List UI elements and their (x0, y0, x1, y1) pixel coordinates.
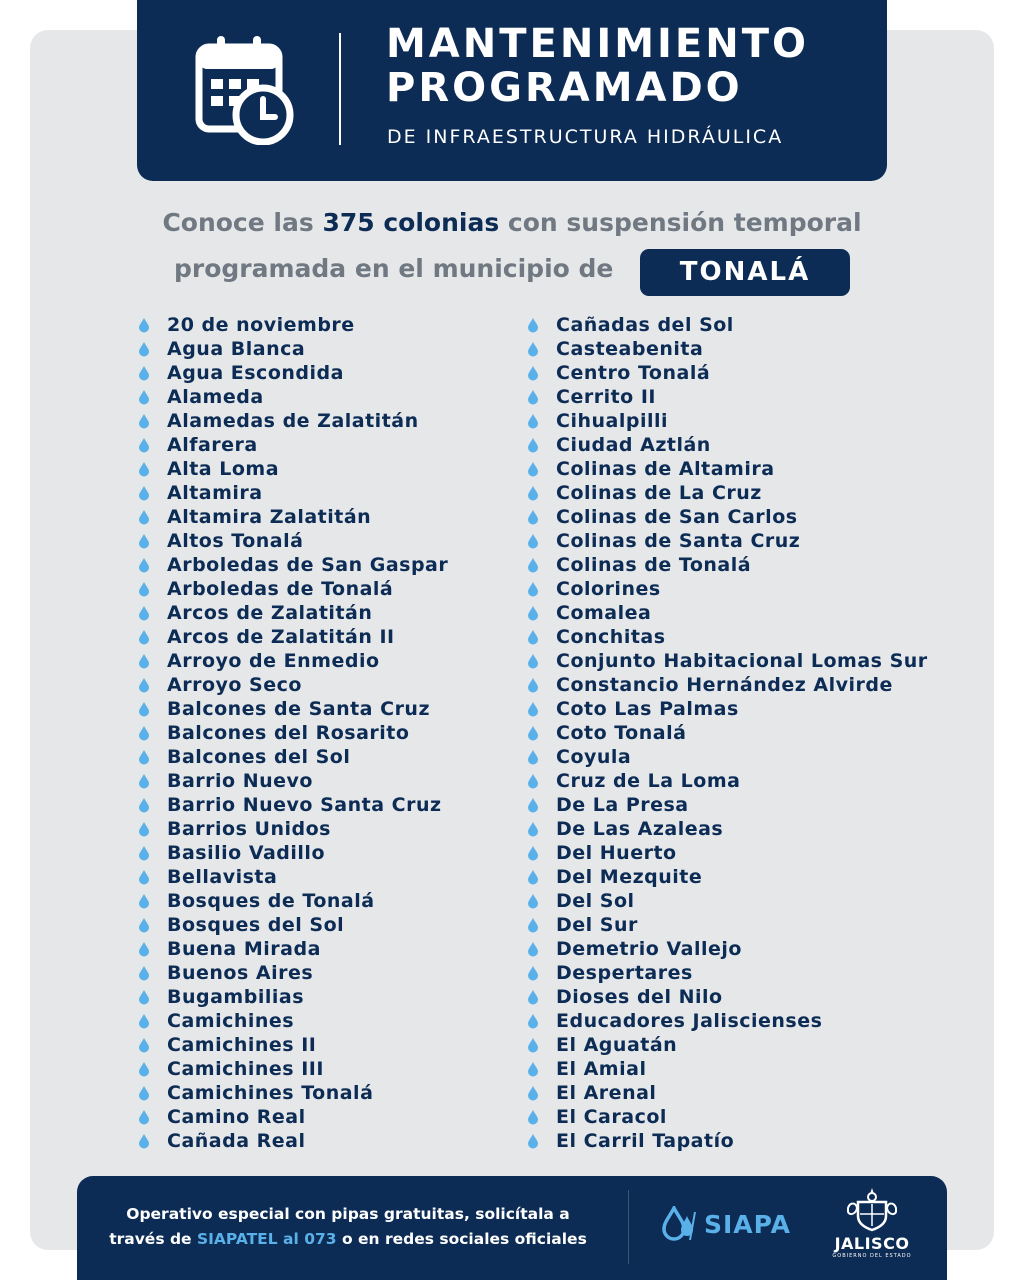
colonia-name: Arcos de Zalatitán (167, 602, 373, 624)
water-drop-icon (137, 845, 151, 861)
colonia-item (137, 673, 448, 697)
water-drop-icon (526, 365, 540, 381)
water-drop-icon (526, 629, 540, 645)
colonia-name: Colinas de Santa Cruz (556, 530, 801, 552)
colonia-name: Arroyo de Enmedio (167, 650, 380, 672)
siapa-wordmark: SIAPA (704, 1209, 792, 1239)
water-drop-icon (137, 1085, 151, 1101)
colonia-item (526, 361, 928, 385)
colonia-name: Del Mezquite (556, 866, 703, 888)
jalisco-shield-icon (844, 1186, 900, 1232)
jalisco-wordmark: JALISCO (834, 1234, 910, 1253)
water-drop-icon (137, 917, 151, 933)
colonia-item (137, 1105, 448, 1129)
header-title-line1: MANTENIMIENTO (386, 21, 809, 67)
header-divider (339, 33, 341, 145)
colonia-item (526, 1105, 928, 1129)
colonia-name: Barrios Unidos (167, 818, 331, 840)
siapatel-highlight: SIAPATEL al 073 (196, 1230, 337, 1248)
water-drop-icon (526, 437, 540, 453)
colonia-name: Colinas de Altamira (556, 458, 775, 480)
colonia-name: Conchitas (556, 626, 666, 648)
water-drop-icon (526, 485, 540, 501)
colonia-name: El Carril Tapatío (556, 1130, 735, 1152)
colonia-name: Bellavista (167, 866, 278, 888)
colonia-name: Coyula (556, 746, 632, 768)
colonia-item (526, 745, 928, 769)
colonia-item (526, 601, 928, 625)
water-drop-icon (526, 677, 540, 693)
water-drop-icon (526, 893, 540, 909)
colonia-name: Educadores Jaliscienses (556, 1010, 823, 1032)
colonia-item (137, 769, 448, 793)
water-drop-icon (137, 701, 151, 717)
colonia-name: Casteabenita (556, 338, 704, 360)
water-drop-icon (137, 1133, 151, 1149)
colonia-name: Cerrito II (556, 386, 656, 408)
footer-text (98, 1202, 598, 1252)
colonia-name: Buena Mirada (167, 938, 321, 960)
colonia-item (526, 841, 928, 865)
intro-line2: programada en el municipio de (174, 254, 614, 283)
colonia-item (137, 1129, 448, 1153)
colonia-name: Basilio Vadillo (167, 842, 325, 864)
colonia-name: Conjunto Habitacional Lomas Sur (556, 650, 928, 672)
colonia-name: Agua Escondida (167, 362, 344, 384)
water-drop-icon (526, 773, 540, 789)
water-drop-icon (526, 389, 540, 405)
colonia-name: Altamira (167, 482, 263, 504)
water-drop-icon (526, 533, 540, 549)
colonia-item (137, 817, 448, 841)
water-drop-icon (526, 605, 540, 621)
water-drop-icon (137, 557, 151, 573)
water-drop-icon (526, 965, 540, 981)
colonia-name: Barrio Nuevo Santa Cruz (167, 794, 442, 816)
colonia-name: Despertares (556, 962, 693, 984)
colonia-item (137, 553, 448, 577)
colonia-name: Camichines III (167, 1058, 324, 1080)
colonia-name: Bugambilias (167, 986, 304, 1008)
intro-highlight: 375 colonias (322, 208, 500, 237)
colonia-item (137, 409, 448, 433)
colonia-name: Colinas de Tonalá (556, 554, 752, 576)
water-drop-icon (137, 605, 151, 621)
water-drop-icon (526, 413, 540, 429)
colonia-item (137, 625, 448, 649)
water-drop-icon (137, 485, 151, 501)
water-drop-icon (526, 461, 540, 477)
colonia-item (526, 985, 928, 1009)
colonia-item (526, 337, 928, 361)
colonia-name: Dioses del Nilo (556, 986, 723, 1008)
water-drop-icon (137, 797, 151, 813)
colonia-item (137, 721, 448, 745)
colonia-name: Arcos de Zalatitán II (167, 626, 395, 648)
footer-line2 (98, 1227, 598, 1252)
water-drop-icon (526, 1013, 540, 1029)
colonia-item (137, 505, 448, 529)
colonia-item (137, 481, 448, 505)
water-drop-icon (137, 413, 151, 429)
colonia-name: Balcones de Santa Cruz (167, 698, 431, 720)
colonia-item (137, 913, 448, 937)
water-drop-icon (526, 701, 540, 717)
water-drop-icon (526, 1061, 540, 1077)
colonia-name: Arroyo Seco (167, 674, 302, 696)
colonia-item (526, 505, 928, 529)
water-drop-icon (137, 821, 151, 837)
colonia-item (526, 625, 928, 649)
colonia-item (526, 769, 928, 793)
colonia-name: Buenos Aires (167, 962, 314, 984)
header-title-line2: PROGRAMADO (386, 65, 743, 111)
water-drop-icon (137, 533, 151, 549)
water-drop-icon (137, 317, 151, 333)
colonia-name: El Caracol (556, 1106, 667, 1128)
water-drop-icon (526, 821, 540, 837)
water-drop-icon (526, 509, 540, 525)
water-drop-icon (526, 749, 540, 765)
intro-line1 (0, 208, 1024, 237)
colonia-name: Barrio Nuevo (167, 770, 313, 792)
colonia-name: Cañada Real (167, 1130, 306, 1152)
colonia-name: Cañadas del Sol (556, 314, 734, 336)
colonia-item (137, 1057, 448, 1081)
colonia-name: Cihualpilli (556, 410, 668, 432)
footer-divider (628, 1190, 629, 1264)
colonias-list-right (526, 313, 928, 1153)
colonia-item (137, 937, 448, 961)
colonia-item (137, 1033, 448, 1057)
water-drop-icon (526, 725, 540, 741)
colonia-name: Balcones del Rosarito (167, 722, 410, 744)
colonia-name: De La Presa (556, 794, 689, 816)
colonia-item (137, 1009, 448, 1033)
colonia-item (137, 433, 448, 457)
siapa-logo (660, 1206, 791, 1242)
water-drop-icon (137, 509, 151, 525)
water-drop-icon (137, 1109, 151, 1125)
water-drop-icon (137, 893, 151, 909)
colonia-name: Altamira Zalatitán (167, 506, 372, 528)
colonia-item (526, 865, 928, 889)
colonia-name: Alta Loma (167, 458, 280, 480)
colonia-item (526, 553, 928, 577)
water-drop-icon (526, 1037, 540, 1053)
water-drop-icon (137, 581, 151, 597)
colonia-name: El Aguatán (556, 1034, 678, 1056)
colonia-item (137, 793, 448, 817)
water-drop-icon (526, 341, 540, 357)
colonia-name: Altos Tonalá (167, 530, 304, 552)
colonia-item (137, 865, 448, 889)
colonias-list-left (137, 313, 448, 1153)
water-drop-icon (137, 749, 151, 765)
colonia-name: Colinas de San Carlos (556, 506, 798, 528)
colonia-item (526, 649, 928, 673)
colonia-name: Camichines II (167, 1034, 317, 1056)
colonia-item (526, 529, 928, 553)
footer-line2-suffix: o en redes sociales oficiales (341, 1230, 587, 1248)
water-drop-icon (137, 653, 151, 669)
colonia-item (137, 313, 448, 337)
water-drop-icon (137, 341, 151, 357)
colonia-name: Colinas de La Cruz (556, 482, 762, 504)
water-drop-icon (526, 989, 540, 1005)
colonia-name: Alfarera (167, 434, 258, 456)
water-drop-icon (137, 869, 151, 885)
colonia-item (526, 409, 928, 433)
colonia-name: Del Huerto (556, 842, 677, 864)
water-drop-icon (137, 989, 151, 1005)
water-drop-icon (526, 845, 540, 861)
water-drop-icon (526, 653, 540, 669)
colonia-item (137, 457, 448, 481)
colonia-item (137, 697, 448, 721)
jalisco-logo (826, 1186, 918, 1259)
water-drop-icon (137, 461, 151, 477)
water-drop-icon (137, 437, 151, 453)
water-drop-icon (526, 317, 540, 333)
colonia-item (526, 1057, 928, 1081)
colonia-name: Bosques de Tonalá (167, 890, 375, 912)
water-drop-icon (137, 1037, 151, 1053)
colonia-item (526, 961, 928, 985)
water-drop-icon (137, 941, 151, 957)
colonia-name: Balcones del Sol (167, 746, 351, 768)
colonia-name: Camichines (167, 1010, 295, 1032)
water-drop-icon (526, 941, 540, 957)
water-drop-icon (137, 389, 151, 405)
colonia-name: Comalea (556, 602, 652, 624)
intro-prefix: Conoce las (162, 208, 314, 237)
colonia-item (137, 361, 448, 385)
colonia-item (526, 721, 928, 745)
footer-line1: Operativo especial con pipas gratuitas, solicítala a (126, 1205, 570, 1223)
header-subtitle: DE INFRAESTRUCTURA HIDRÁULICA (387, 126, 784, 148)
colonia-item (137, 601, 448, 625)
colonia-item (526, 913, 928, 937)
water-drop-icon (137, 1013, 151, 1029)
colonia-name: De Las Azaleas (556, 818, 724, 840)
water-drop-icon (526, 797, 540, 813)
colonia-item (526, 385, 928, 409)
colonia-name: Coto Las Palmas (556, 698, 739, 720)
colonia-item (137, 337, 448, 361)
header-title (386, 22, 809, 110)
colonia-item (526, 697, 928, 721)
footer-line2-prefix: través de (109, 1230, 192, 1248)
colonia-name: Bosques del Sol (167, 914, 345, 936)
colonia-item (137, 649, 448, 673)
siapa-drops-icon (660, 1206, 698, 1242)
colonia-name: Colorines (556, 578, 661, 600)
colonia-name: Camichines Tonalá (167, 1082, 374, 1104)
colonia-item (137, 745, 448, 769)
colonia-item (526, 577, 928, 601)
colonia-item (526, 937, 928, 961)
colonia-item (526, 1009, 928, 1033)
colonia-name: Alamedas de Zalatitán (167, 410, 419, 432)
intro-suffix: con suspensión temporal (507, 208, 862, 237)
water-drop-icon (137, 1061, 151, 1077)
water-drop-icon (526, 917, 540, 933)
colonia-item (137, 985, 448, 1009)
colonia-item (137, 1081, 448, 1105)
colonia-name: Arboledas de San Gaspar (167, 554, 449, 576)
colonia-name: Centro Tonalá (556, 362, 711, 384)
colonia-name: Del Sur (556, 914, 638, 936)
water-drop-icon (137, 773, 151, 789)
colonia-name: Del Sol (556, 890, 635, 912)
colonia-name: Ciudad Aztlán (556, 434, 711, 456)
colonia-name: Demetrio Vallejo (556, 938, 742, 960)
colonia-item (137, 889, 448, 913)
colonia-item (137, 577, 448, 601)
colonia-name: Arboledas de Tonalá (167, 578, 394, 600)
colonia-item (137, 385, 448, 409)
colonia-item (526, 1081, 928, 1105)
water-drop-icon (526, 1109, 540, 1125)
colonia-item (137, 841, 448, 865)
colonia-item (526, 481, 928, 505)
municipality-badge: TONALÁ (640, 249, 850, 296)
colonia-name: Constancio Hernández Alvirde (556, 674, 893, 696)
colonia-name: El Arenal (556, 1082, 657, 1104)
colonia-item (526, 817, 928, 841)
water-drop-icon (526, 557, 540, 573)
colonia-item (526, 1033, 928, 1057)
colonia-name: Camino Real (167, 1106, 306, 1128)
calendar-clock-icon (195, 33, 297, 145)
colonia-name: El Amial (556, 1058, 647, 1080)
colonia-item (526, 457, 928, 481)
jalisco-subtitle: GOBIERNO DEL ESTADO (832, 1253, 912, 1259)
water-drop-icon (137, 629, 151, 645)
water-drop-icon (526, 1085, 540, 1101)
colonia-name: Alameda (167, 386, 264, 408)
colonia-item (526, 1129, 928, 1153)
water-drop-icon (526, 869, 540, 885)
colonia-item (137, 961, 448, 985)
water-drop-icon (526, 581, 540, 597)
water-drop-icon (137, 365, 151, 381)
water-drop-icon (137, 725, 151, 741)
colonia-item (526, 673, 928, 697)
water-drop-icon (526, 1133, 540, 1149)
colonia-item (526, 313, 928, 337)
colonia-item (137, 529, 448, 553)
colonia-item (526, 433, 928, 457)
colonia-item (526, 793, 928, 817)
colonia-item (526, 889, 928, 913)
colonia-name: Coto Tonalá (556, 722, 687, 744)
water-drop-icon (137, 677, 151, 693)
water-drop-icon (137, 965, 151, 981)
colonia-name: Agua Blanca (167, 338, 306, 360)
colonia-name: Cruz de La Loma (556, 770, 741, 792)
colonia-name: 20 de noviembre (167, 314, 355, 336)
